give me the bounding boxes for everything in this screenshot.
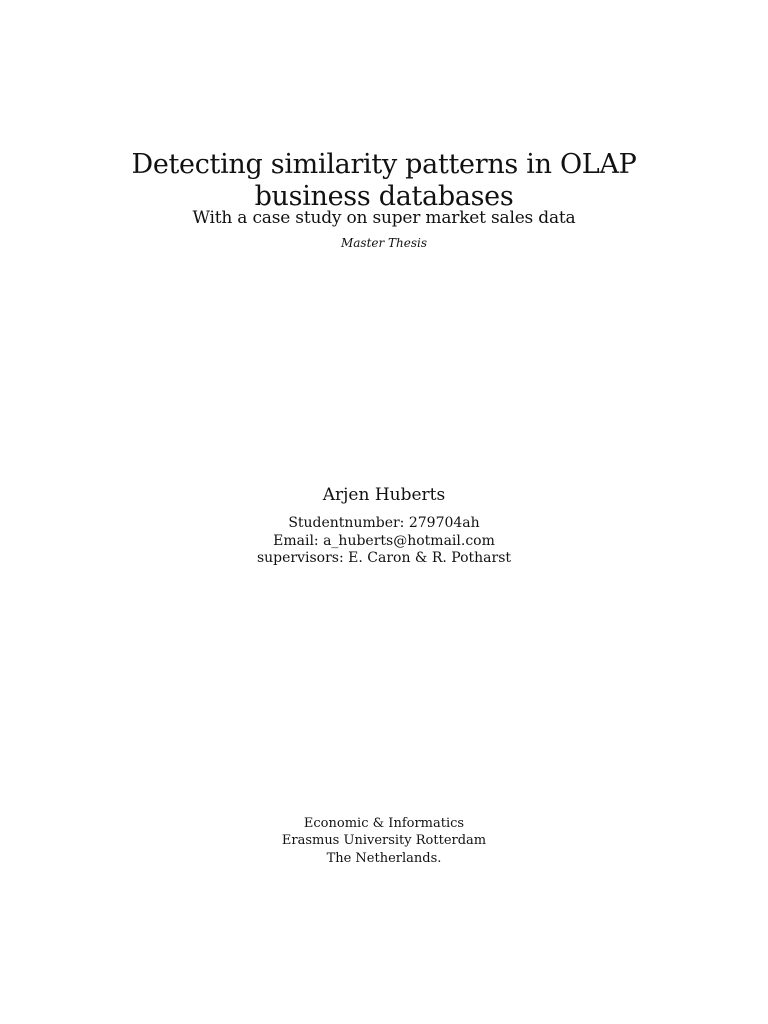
supervisors: supervisors: E. Caron & R. Potharst [256,550,512,566]
department: Economic & Informatics [303,816,465,831]
author-name: Arjen Huberts [322,485,446,505]
subtitle: With a case study on super market sales data [192,208,576,228]
title-line-1: Detecting similarity patterns in OLAP [131,149,637,180]
thesis-type: Master Thesis [340,236,428,250]
country: The Netherlands. [326,851,442,866]
student-number: Studentnumber: 279704ah [288,515,480,531]
university: Erasmus University Rotterdam [281,833,487,848]
title-line-2: business databases [254,181,514,212]
author-email: Email: a_huberts@hotmail.com [273,533,495,549]
